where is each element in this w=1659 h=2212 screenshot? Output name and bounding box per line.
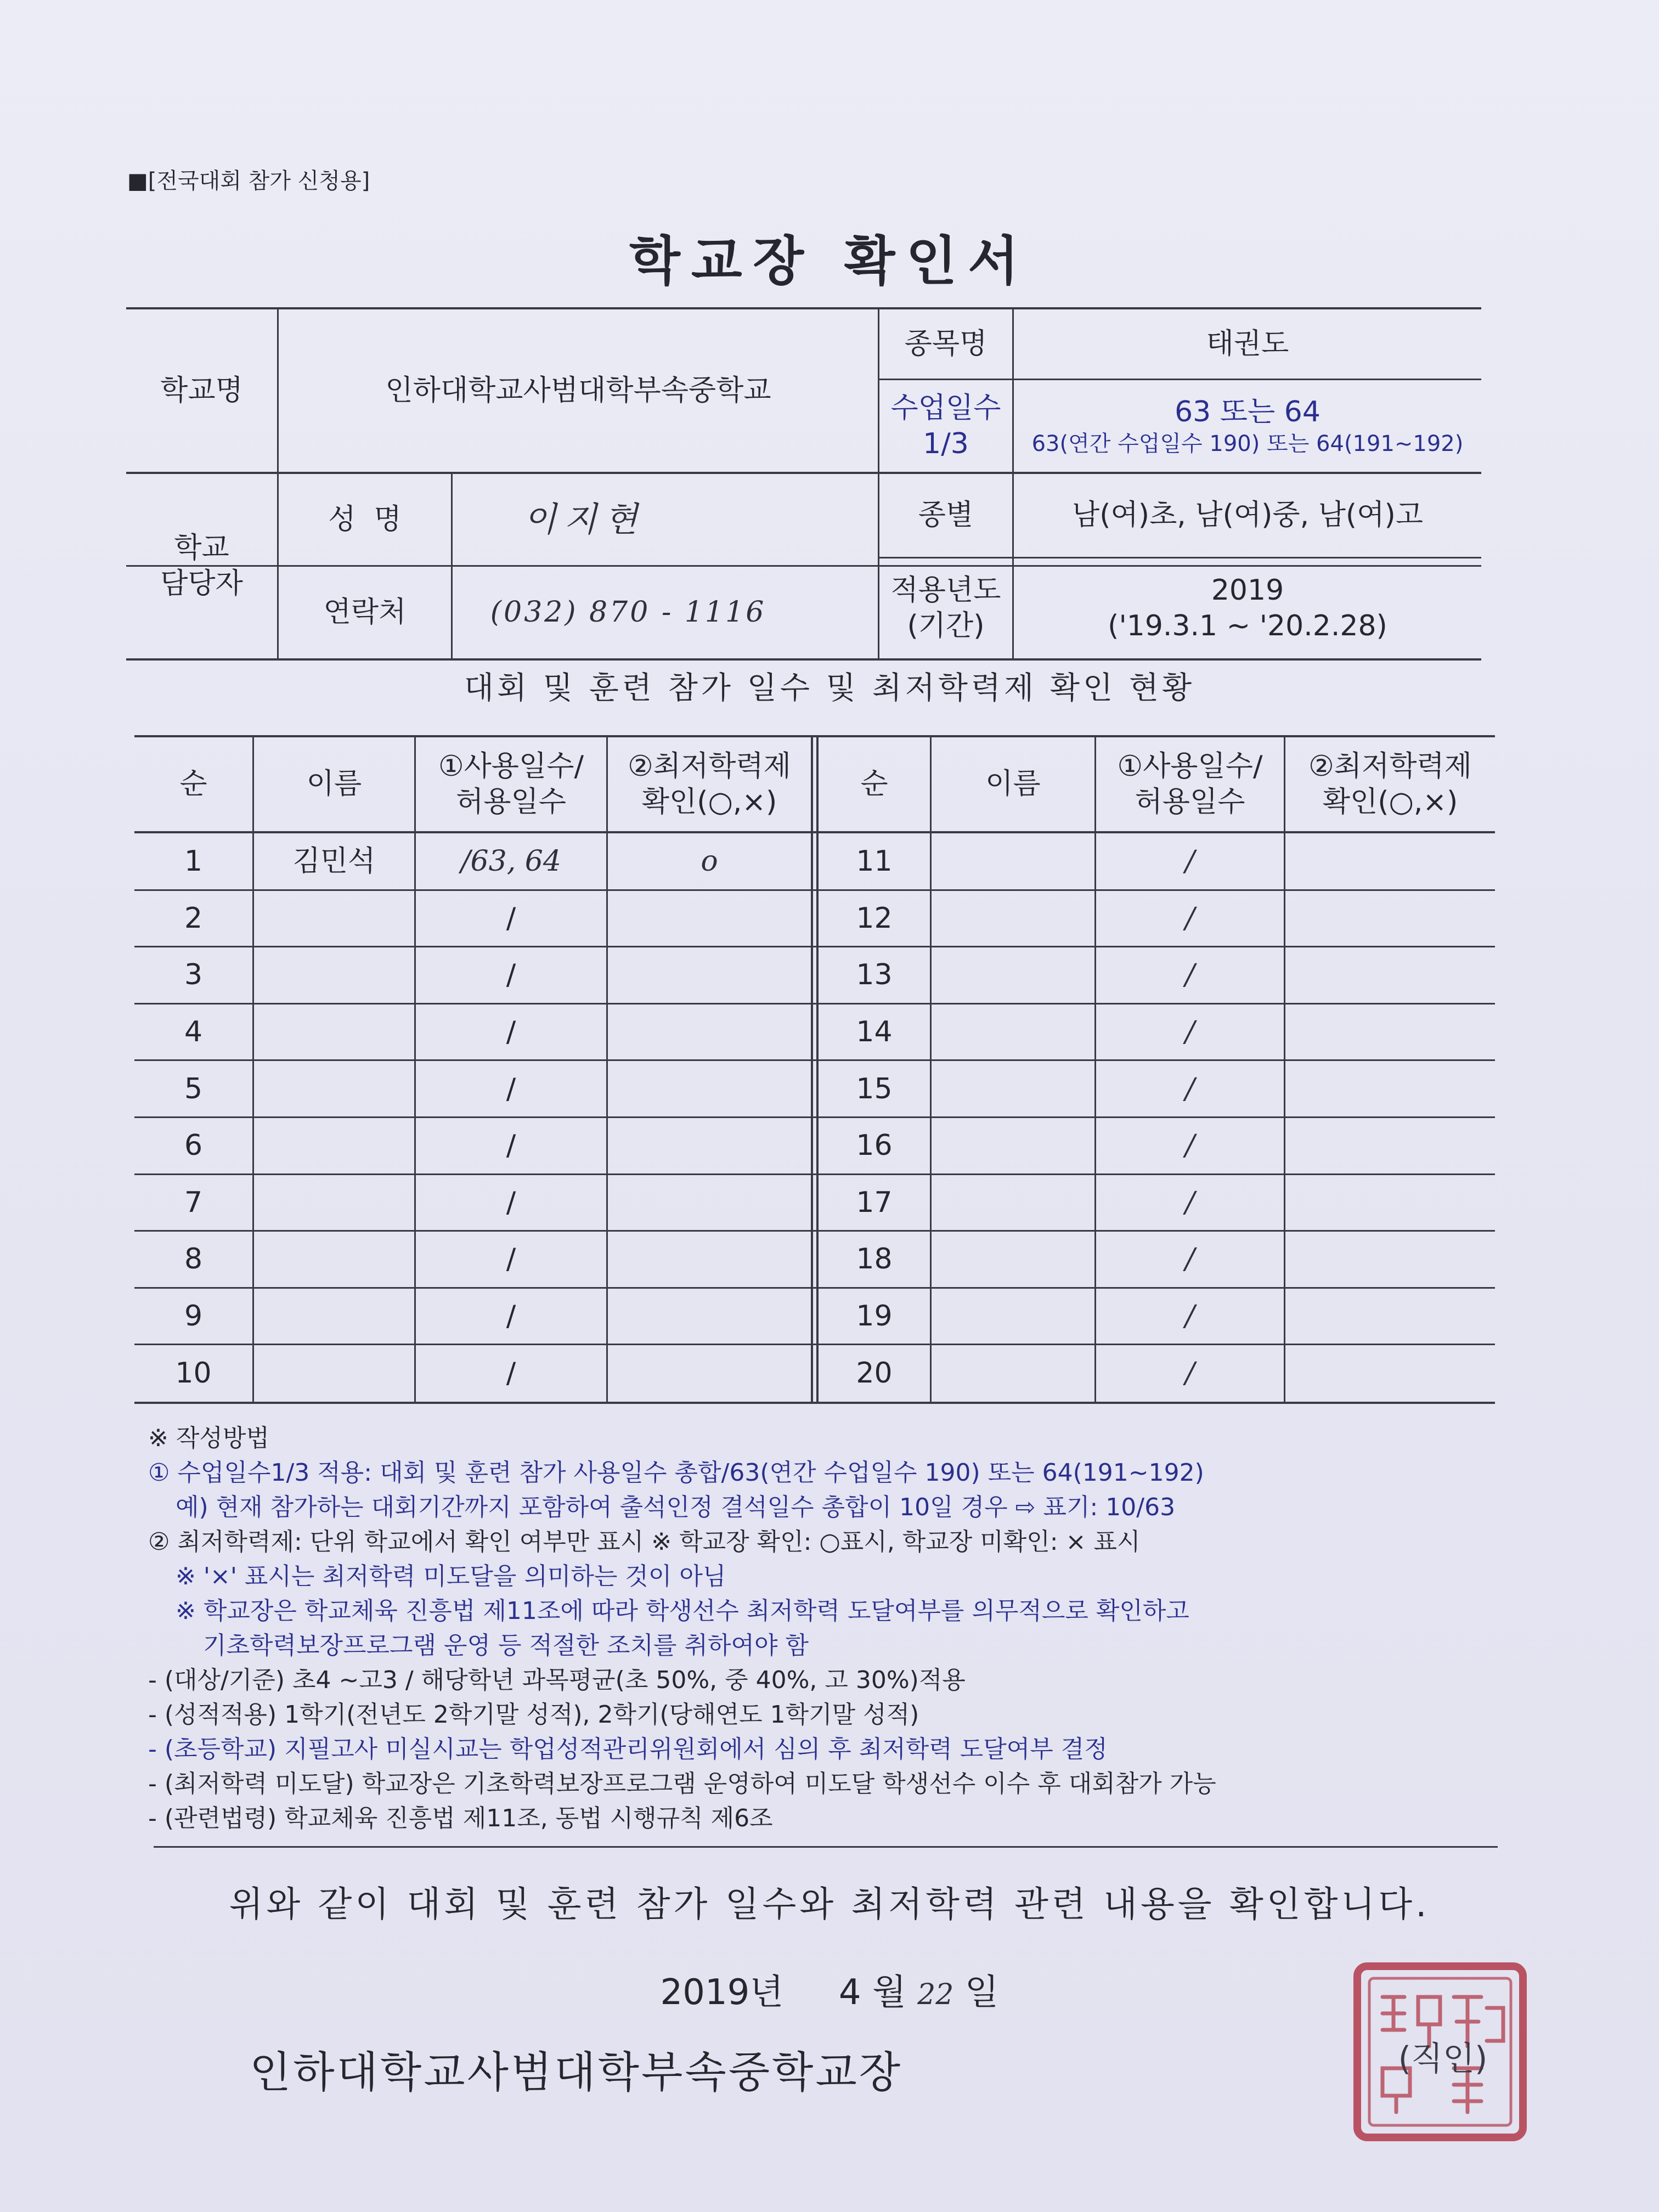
table-left-row-5-name xyxy=(254,1060,414,1118)
col-header-name-right: 이름 xyxy=(985,768,1041,800)
table-right-row-11-days: / xyxy=(1185,845,1195,878)
table-right-row-14-no: 14 xyxy=(856,1015,893,1049)
table-left-row-4-check xyxy=(608,1004,811,1061)
table-left-row-10-check xyxy=(608,1345,811,1402)
table-right-row-15-no: 15 xyxy=(856,1072,893,1105)
table-left-row-7-no: 7 xyxy=(184,1186,203,1219)
note-line-5: ※ '×' 표시는 최저학력 미도달을 의미하는 것이 아님 xyxy=(176,1562,726,1590)
form-tag: ■[전국대회 참가 신청용] xyxy=(127,168,370,194)
days-value xyxy=(1014,380,1481,472)
note-line-9: - (성적적용) 1학기(전년도 2학기말 성적), 2학기(당해연도 1학기말 성적) xyxy=(148,1701,919,1729)
table-right-row-17-check xyxy=(1285,1175,1495,1232)
phone-value: (032) 870 - 1116 xyxy=(490,596,766,629)
table-left-row-5-check xyxy=(608,1060,811,1118)
type-value: 남(여)초, 남(여)중, 남(여)고 xyxy=(1072,499,1423,532)
col-header-check-left-line2: 확인(○,×) xyxy=(641,785,777,819)
seal-label: (직인) xyxy=(1398,2040,1488,2078)
table-right-row-18-name xyxy=(932,1231,1094,1288)
note-line-10: - (초등학교) 지필고사 미실시교는 학업성적관리위원회에서 심의 후 최저학력 도달여부 결정 xyxy=(148,1735,1108,1763)
table-right-row-12-name xyxy=(932,890,1094,947)
name-value: 이지현 xyxy=(523,499,645,540)
table-left-row-3-days: / xyxy=(506,958,516,992)
table-right-row-19-days: / xyxy=(1185,1300,1195,1333)
year-label-line1: 적용년도 xyxy=(890,574,1001,607)
phone-label: 연락처 xyxy=(323,596,407,629)
table-left-row-2-name xyxy=(254,890,414,947)
table-left-row-1-check: o xyxy=(701,845,718,878)
col-header-days-left-line2: 허용일수 xyxy=(456,785,566,819)
table-right-row-16-name xyxy=(932,1118,1094,1175)
table-right-row-20-no: 20 xyxy=(856,1356,893,1390)
table-right-row-18-no: 18 xyxy=(856,1243,893,1276)
note-line-1: ※ 작성방법 xyxy=(148,1424,269,1452)
table-left-row-7-days: / xyxy=(506,1186,516,1219)
table-right-row-19-name xyxy=(932,1288,1094,1345)
table-left-row-9-days: / xyxy=(506,1300,516,1333)
col-header-days-left-line1: ①사용일수/ xyxy=(438,749,584,783)
event-value: 태권도 xyxy=(1206,327,1289,360)
principal-title: 인하대학교사범대학부속중학교장 xyxy=(249,2048,903,2097)
table-left-row-2-no: 2 xyxy=(184,901,203,935)
table-left-row-7-check xyxy=(608,1175,811,1232)
table-right-row-20-check xyxy=(1285,1345,1495,1402)
table-left-row-8-days: / xyxy=(506,1243,516,1276)
days-value-line2: 63(연간 수업일수 190) 또는 64(191~192) xyxy=(1031,431,1464,456)
table-left-row-9-check xyxy=(608,1288,811,1345)
table-right-row-12-days: / xyxy=(1185,901,1195,935)
table-right-row-11-check xyxy=(1285,833,1495,890)
year-value xyxy=(1014,558,1481,658)
type-label: 종별 xyxy=(918,499,974,532)
table-left-row-10-no: 10 xyxy=(175,1356,212,1390)
table-left-row-6-check xyxy=(608,1118,811,1175)
note-line-3: 예) 현재 참가하는 대회기간까지 포함하여 출석인정 결석일수 총합이 10일 경우 ⇨ 표기: 10/63 xyxy=(176,1493,1176,1521)
table-right-row-17-days: / xyxy=(1185,1186,1195,1219)
col-header-days-left xyxy=(416,737,606,831)
table-right-row-15-days: / xyxy=(1185,1072,1195,1105)
col-header-check-right-line2: 확인(○,×) xyxy=(1322,785,1458,819)
note-line-11: - (최저학력 미도달) 학교장은 기초학력보장프로그램 운영하여 미도달 학생선수 이수 후 대회참가 가능 xyxy=(148,1770,1216,1798)
days-value-line1: 63 또는 64 xyxy=(1175,396,1321,428)
table-left-row-9-no: 9 xyxy=(184,1300,203,1333)
table-left-row-2-check xyxy=(608,890,811,947)
table-right-row-11-name xyxy=(932,833,1094,890)
table-right-row-20-days: / xyxy=(1185,1356,1195,1390)
table-left-row-4-name xyxy=(254,1004,414,1061)
date-day-unit: 일 xyxy=(964,1972,999,2013)
table-left-row-5-no: 5 xyxy=(184,1072,203,1105)
table-right-row-18-check xyxy=(1285,1231,1495,1288)
table-left-row-3-name xyxy=(254,947,414,1004)
year-value-line2: ('19.3.1 ~ '20.2.28) xyxy=(1108,610,1387,642)
school-name: 인하대학교사범대학부속중학교 xyxy=(385,374,771,407)
table-right-row-12-check xyxy=(1285,890,1495,947)
table-left-row-6-no: 6 xyxy=(184,1129,203,1163)
name-label: 성 명 xyxy=(328,503,402,536)
table-left-row-3-check xyxy=(608,947,811,1004)
note-line-6: ※ 학교장은 학교체육 진흥법 제11조에 따라 학생선수 최저학력 도달여부를 의무적으로 확인하고 xyxy=(176,1597,1189,1625)
table-left-row-5-days: / xyxy=(506,1072,516,1105)
days-label xyxy=(879,380,1012,472)
date-year: 2019년 xyxy=(660,1972,784,2013)
contact-label-line1: 학교 xyxy=(174,532,229,565)
instructions-notes xyxy=(148,1421,1509,1836)
table-right-row-16-no: 16 xyxy=(856,1129,893,1163)
table-right-row-13-name xyxy=(932,947,1094,1004)
date-month-unit: 월 xyxy=(872,1972,906,2013)
col-header-check-left-line1: ②최저학력제 xyxy=(628,749,791,783)
event-label: 종목명 xyxy=(904,327,988,360)
confirmation-statement: 위와 같이 대회 및 훈련 참가 일수와 최저학력 관련 내용을 확인합니다. xyxy=(229,1884,1430,1925)
col-header-no-left: 순 xyxy=(179,768,207,800)
table-right-row-16-days: / xyxy=(1185,1129,1195,1163)
section-title: 대회 및 훈련 참가 일수 및 최저학력제 확인 현황 xyxy=(464,670,1195,706)
col-header-check-left xyxy=(608,737,811,831)
col-header-no-right: 순 xyxy=(860,768,888,800)
year-label-line2: (기간) xyxy=(907,610,985,642)
note-line-12: - (관련법령) 학교체육 진흥법 제11조, 동법 시행규칙 제6조 xyxy=(148,1804,773,1832)
year-label xyxy=(879,558,1012,658)
table-right-row-12-no: 12 xyxy=(856,901,893,935)
table-right-row-17-no: 17 xyxy=(856,1186,893,1219)
table-left-row-10-days: / xyxy=(506,1356,516,1390)
table-right-row-13-days: / xyxy=(1185,958,1195,992)
note-line-4: ② 최저학력제: 단위 학교에서 확인 여부만 표시 ※ 학교장 확인: ○표시, 학교장 미확인: × 표시 xyxy=(148,1528,1141,1556)
table-right-row-17-name xyxy=(932,1175,1094,1232)
table-left-row-6-days: / xyxy=(506,1129,516,1163)
table-left-row-10-name xyxy=(254,1345,414,1402)
col-header-days-right-line1: ①사용일수/ xyxy=(1117,749,1263,783)
table-right-row-19-check xyxy=(1285,1288,1495,1345)
table-left-row-8-no: 8 xyxy=(184,1243,203,1276)
note-line-7: 기초학력보장프로그램 운영 등 적절한 조치를 취하여야 함 xyxy=(203,1632,809,1660)
col-header-name-left: 이름 xyxy=(306,768,362,800)
table-left-row-8-name xyxy=(254,1231,414,1288)
days-label-line2: 1/3 xyxy=(923,427,969,460)
col-header-days-right-line2: 허용일수 xyxy=(1135,785,1245,819)
document-title: 학교장 확인서 xyxy=(629,230,1030,292)
table-left-row-1-no: 1 xyxy=(184,845,203,878)
table-left-row-8-check xyxy=(608,1231,811,1288)
table-right-row-14-name xyxy=(932,1004,1094,1061)
date-month: 4 xyxy=(838,1972,861,2013)
contact-label-line2: 담당자 xyxy=(160,567,243,600)
contact-label xyxy=(126,474,277,658)
note-line-2: ① 수업일수1/3 적용: 대회 및 훈련 참가 사용일수 총합/63(연간 수업일수 190) 또는 64(191~192) xyxy=(148,1459,1204,1487)
table-left-row-9-name xyxy=(254,1288,414,1345)
table-left-row-6-name xyxy=(254,1118,414,1175)
table-right-row-18-days: / xyxy=(1185,1243,1195,1276)
table-right-row-20-name xyxy=(932,1345,1094,1402)
table-left-row-1-days: /63, 64 xyxy=(461,845,561,878)
table-right-row-14-check xyxy=(1285,1004,1495,1061)
year-value-line1: 2019 xyxy=(1211,574,1284,607)
col-header-check-right-line1: ②최저학력제 xyxy=(1308,749,1472,783)
table-left-row-3-no: 3 xyxy=(184,958,203,992)
table-right-row-14-days: / xyxy=(1185,1015,1195,1049)
table-right-row-15-name xyxy=(932,1060,1094,1118)
col-header-days-right xyxy=(1096,737,1284,831)
table-right-row-13-no: 13 xyxy=(856,958,893,992)
table-right-row-19-no: 19 xyxy=(856,1300,893,1333)
table-right-row-15-check xyxy=(1285,1060,1495,1118)
col-header-check-right xyxy=(1285,737,1495,831)
days-label-line1: 수업일수 xyxy=(890,391,1001,425)
table-left-row-2-days: / xyxy=(506,901,516,935)
school-label: 학교명 xyxy=(160,374,243,407)
table-left-row-7-name xyxy=(254,1175,414,1232)
table-right-row-11-no: 11 xyxy=(856,845,893,878)
table-left-row-4-no: 4 xyxy=(184,1015,203,1049)
note-line-8: - (대상/기준) 초4 ~고3 / 해당학년 과목평균(초 50%, 중 40%, 고 30%)적용 xyxy=(148,1666,966,1694)
table-left-row-1-name: 김민석 xyxy=(292,845,376,878)
table-right-row-13-check xyxy=(1285,947,1495,1004)
table-right-row-16-check xyxy=(1285,1118,1495,1175)
date-day: 22 xyxy=(917,1978,954,2011)
table-left-row-4-days: / xyxy=(506,1015,516,1049)
